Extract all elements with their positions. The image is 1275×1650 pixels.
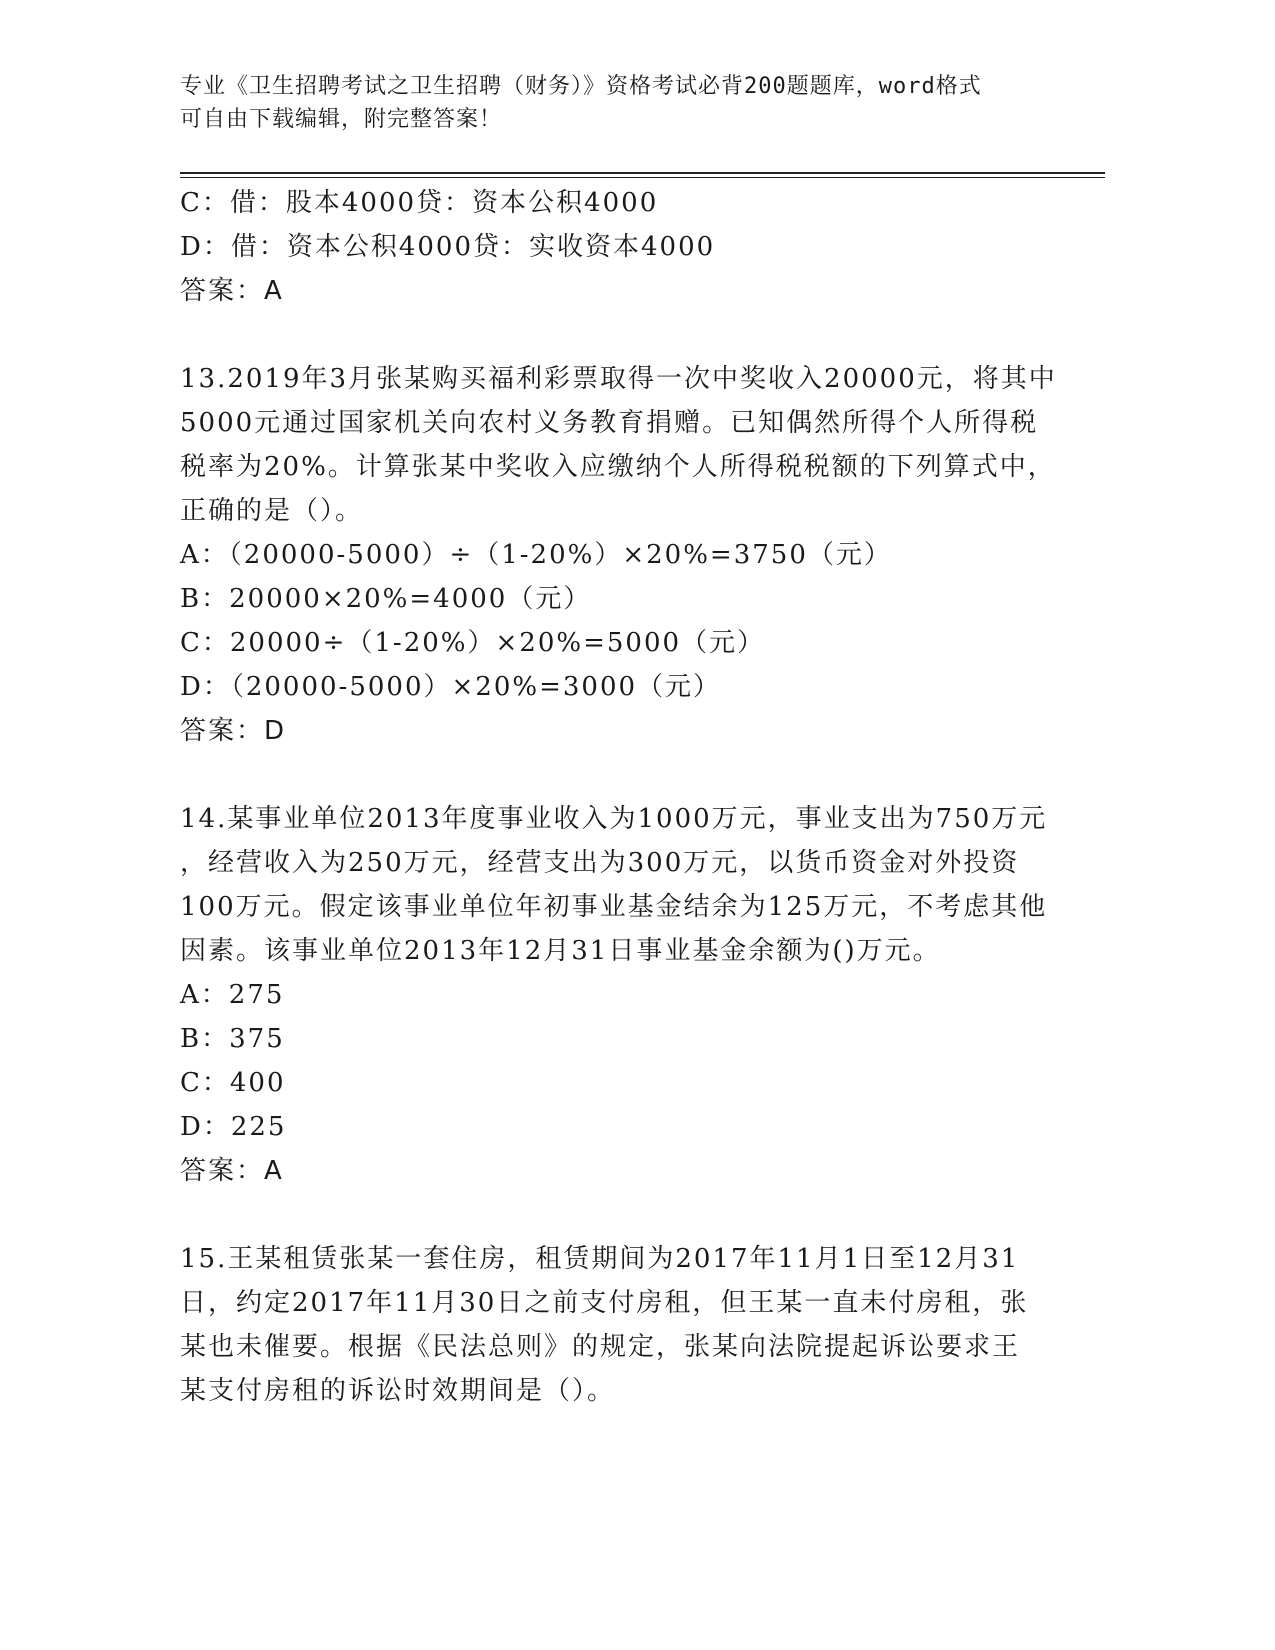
question-13 [180,357,1057,753]
document-header [180,70,1060,136]
option-a: A：275 [180,980,285,1010]
question-text-line: 日，约定2017年11月30日之前支付房租，但王某一直未付房租，张 [180,1288,1029,1318]
question-14 [180,797,1048,1193]
option-d: D：借：资本公积4000贷：实收资本4000 [180,232,716,262]
spacer [180,313,1045,357]
header-divider-thin [180,177,1105,178]
question-text-line: 某支付房租的诉讼时效期间是（）。 [180,1376,616,1406]
answer-line: 答案：A [180,276,284,306]
answer-line: 答案：D [180,716,287,746]
question-text-line: ，经营收入为250万元，经营支出为300万元，以货币资金对外投资 [180,848,1020,878]
header-line-2: 可自由下载编辑，附完整答案！ [180,107,503,132]
option-b: B：20000×20%=4000（元） [180,584,592,614]
question-12-tail [180,181,1045,313]
answer-line: 答案：A [180,1156,284,1186]
option-d: D：225 [180,1112,287,1142]
question-text-line: 正确的是（）。 [180,496,364,526]
spacer [180,753,1045,797]
document-body [180,181,1057,1413]
header-divider-thick [180,172,1105,174]
question-text-line: 5000元通过国家机关向农村义务教育捐赠。已知偶然所得个人所得税 [180,408,1039,438]
question-text-line: 因素。该事业单位2013年12月31日事业基金余额为()万元。 [180,936,941,966]
question-text-line: 税率为20%。计算张某中奖收入应缴纳个人所得税税额的下列算式中， [180,452,1056,482]
header-line-1: 专业《卫生招聘考试之卫生招聘（财务）》资格考试必背200题题库，word格式 [180,74,982,99]
question-text-line: 15.王某租赁张某一套住房，租赁期间为2017年11月1日至12月31 [180,1244,1020,1274]
option-b: B：375 [180,1024,285,1054]
spacer [180,1193,1045,1237]
question-text-line: 100万元。假定该事业单位年初事业基金结余为125万元，不考虑其他 [180,892,1048,922]
option-d: D：（20000-5000）×20%=3000（元） [180,672,722,702]
option-c: C：400 [180,1068,286,1098]
option-c: C：借：股本4000贷：资本公积4000 [180,188,659,218]
question-text-line: 某也未催要。根据《民法总则》的规定，张某向法院提起诉讼要求王 [180,1332,1021,1362]
question-text-line: 13.2019年3月张某购买福利彩票取得一次中奖收入20000元，将其中 [180,364,1057,394]
option-c: C：20000÷（1-20%）×20%=5000（元） [180,628,766,658]
question-text-line: 14.某事业单位2013年度事业收入为1000万元，事业支出为750万元 [180,804,1048,834]
question-15 [180,1237,1045,1413]
option-a: A：（20000-5000）÷（1-20%）×20%=3750（元） [180,540,892,570]
